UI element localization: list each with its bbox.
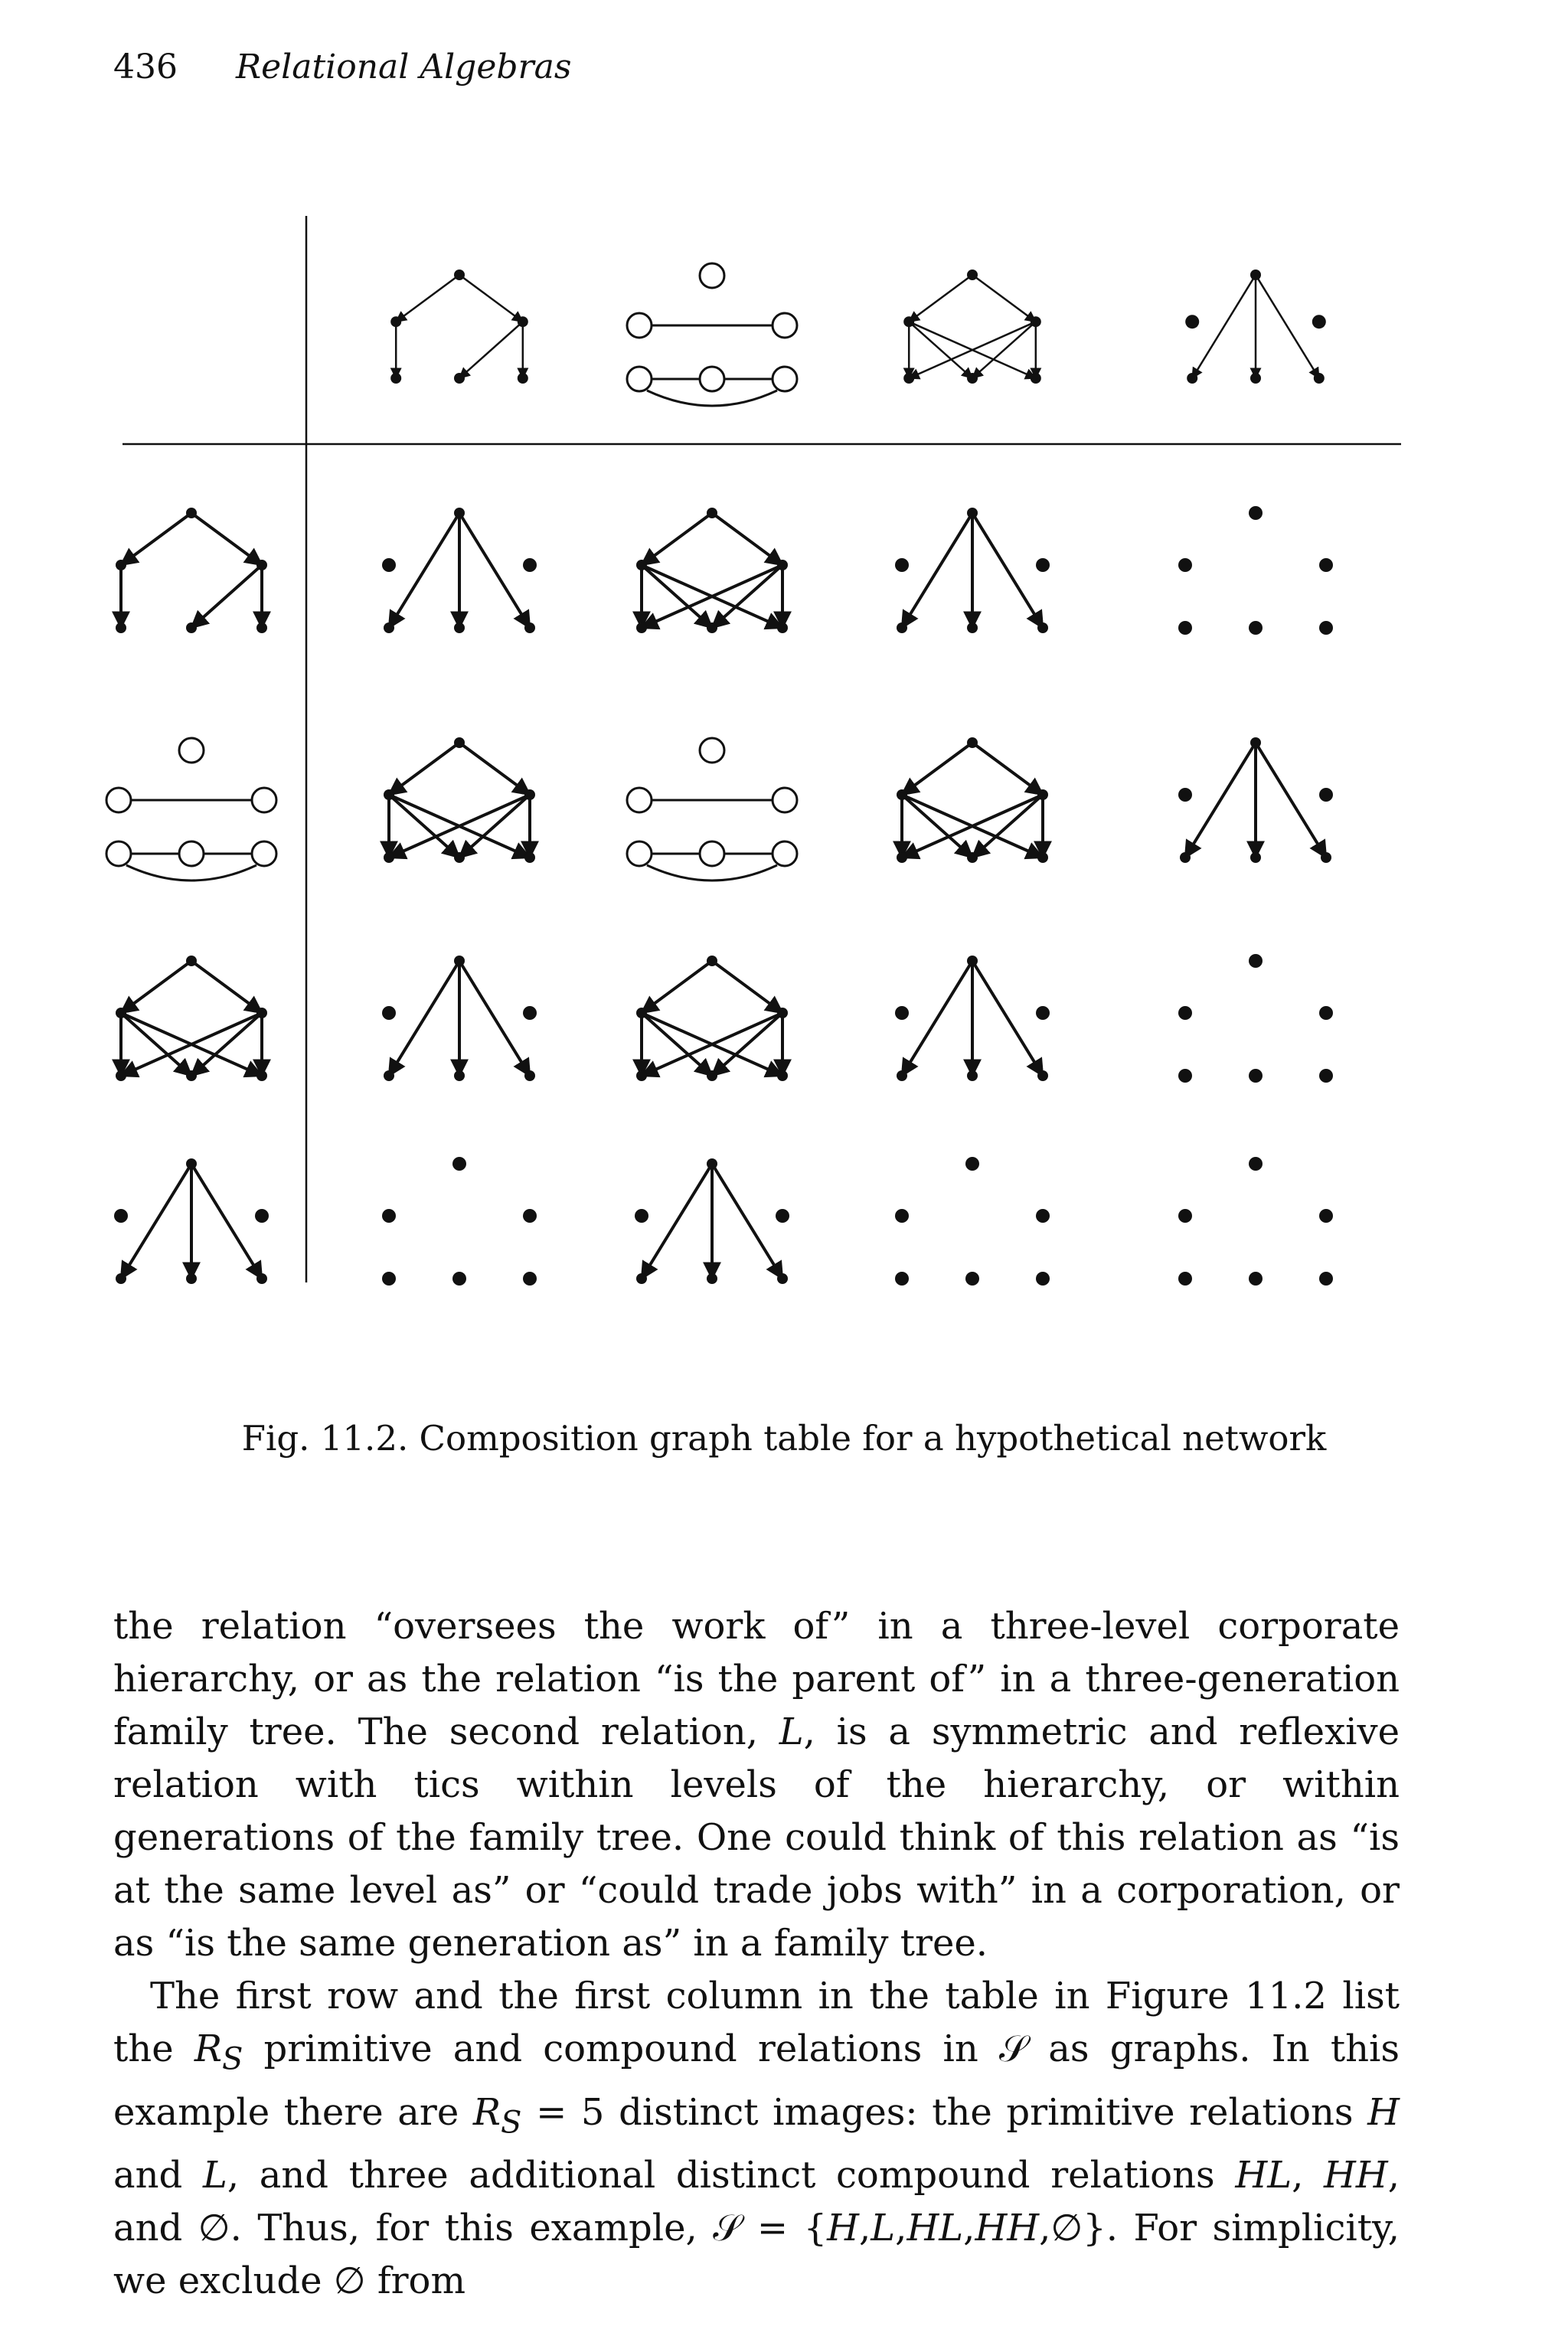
- row-label-graph-l: [106, 738, 276, 880]
- header-graph-hh: [1185, 270, 1326, 384]
- cell-graph-3-3: [895, 956, 1050, 1081]
- cell-graph-4-1: [382, 1157, 537, 1286]
- cell-graph-3-2: [636, 956, 788, 1081]
- figure-caption: Fig. 11.2. Composition graph table for a hypothetical network: [241, 1418, 1327, 1459]
- row-label-graph-h: [116, 508, 267, 633]
- header-graph-h: [390, 270, 528, 384]
- cell-graph-1-1: [382, 508, 537, 633]
- row-label-graph-hl: [116, 956, 267, 1081]
- page-number: 436: [113, 47, 178, 87]
- row-label-graph-hh: [114, 1158, 269, 1284]
- cell-graph-2-4: [1178, 737, 1333, 863]
- cell-graph-4-3: [895, 1157, 1050, 1286]
- cell-graph-2-2: [627, 738, 797, 880]
- cell-graph-2-3: [897, 737, 1048, 863]
- cell-graph-3-4: [1178, 954, 1333, 1083]
- header-graph-hl: [903, 270, 1041, 384]
- paragraph-2: The first row and the first column in the table in Figure 11.2 list the $R_S$ primitive and compound relations in 𝒮 as graphs. In this example there are $R_S = 5$ distinct images: the primitive relations H and L, and three additional distinct compound relations HL, HH, and ∅. Thus, for this example, 𝒮 = {H,L,HL,HH,∅}. For simplicity, we exclude ∅ from: [113, 1975, 1400, 2303]
- paragraph-1: the relation “oversees the work of” in a three-level corporate hierarchy, or as the relation “is the parent of” in a three-generation family tree. The second relation, L, is a symmetric and reflexive relation with tics within levels of the hierarchy, or within generations of the family tree. One could think of this relation as “is at the same level as” or “could trade jobs with” in a corporation, or as “is the same generation as” in a family tree.: [113, 1605, 1400, 1965]
- cell-graph-1-3: [895, 508, 1050, 633]
- header-graph-l: [627, 263, 797, 406]
- cell-graph-4-4: [1178, 1157, 1333, 1286]
- cell-graph-2-1: [384, 737, 535, 863]
- cell-graph-1-2: [636, 508, 788, 633]
- running-title: Relational Algebras: [235, 47, 572, 87]
- cell-graph-3-1: [382, 956, 537, 1081]
- cell-graph-4-2: [635, 1158, 789, 1284]
- cell-graph-1-4: [1178, 506, 1333, 635]
- body-text: [113, 1600, 1400, 2308]
